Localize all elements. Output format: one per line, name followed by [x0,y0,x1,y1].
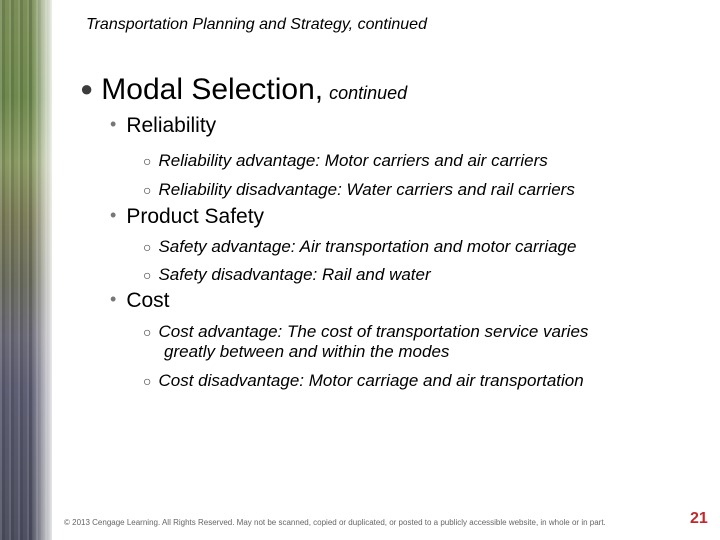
list-item [143,237,576,257]
list-item [143,371,584,391]
header-divider [52,44,720,45]
item-text: Safety advantage: Air transportation and motor carriage [158,237,577,256]
ring-bullet-icon: ○ [143,153,152,169]
page-number: 21 [690,510,708,527]
ring-bullet-icon: ○ [143,239,152,255]
main-heading [80,73,407,107]
bullet-icon: • [110,289,117,309]
heading-text: Modal Selection, [101,73,324,106]
ring-bullet-icon: ○ [143,182,152,198]
section-title: Product Safety [126,205,265,228]
ring-bullet-icon: ○ [143,373,152,389]
item-text: Cost advantage: The cost of transportation service varies [158,322,589,341]
ring-bullet-icon: ○ [143,324,152,340]
bullet-icon: • [110,205,117,225]
item-text: Safety disadvantage: Rail and water [158,265,431,284]
item-text: Reliability advantage: Motor carriers and air carriers [158,151,548,170]
section-title: Cost [126,289,170,312]
list-item [143,265,431,285]
section-product-safety [110,205,264,229]
heading-continued: continued [329,83,408,103]
section-cost [110,289,170,313]
item-text: Cost disadvantage: Motor carriage and air transportation [158,371,584,390]
item-text-continued: greatly between and within the modes [164,342,450,361]
decorative-side-stripe [0,0,52,540]
list-item [143,180,575,200]
section-reliability [110,114,216,138]
slide-header: Transportation Planning and Strategy, continued [86,16,427,33]
ring-bullet-icon: ○ [143,267,152,283]
list-item [143,322,703,362]
item-text: Reliability disadvantage: Water carriers and rail carriers [158,180,575,199]
bullet-icon: • [110,114,117,134]
heading-bullet-icon: ● [80,76,94,101]
section-title: Reliability [126,114,217,137]
copyright-notice: © 2013 Cengage Learning. All Rights Reserved. May not be scanned, copied or duplicated, or posted to a publicly accessible website, in whole or in part. [64,518,606,527]
list-item [143,151,548,171]
